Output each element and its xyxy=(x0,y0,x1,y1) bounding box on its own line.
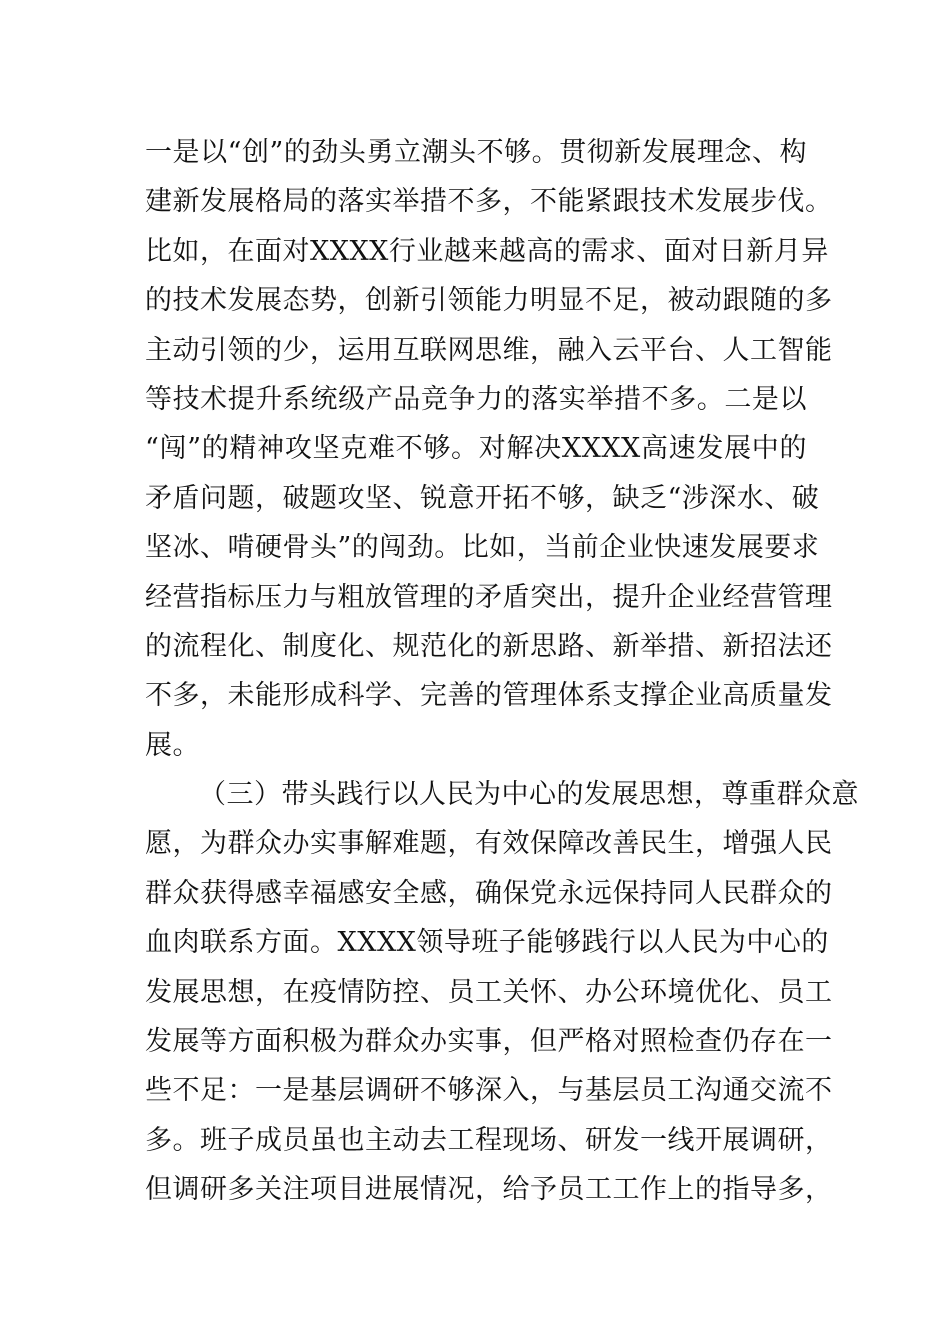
text-line-6: 等技术提升系统级产品竞争力的落实举措不多。二是以 xyxy=(145,383,807,415)
text-line-1: 一是以“创”的劲头勇立潮头不够。贯彻新发展理念、构 xyxy=(145,137,807,168)
text-line-18: 发展思想，在疫情防控、员工关怀、办公环境优化、员工 xyxy=(145,976,833,1008)
text-line-8: 矛盾问题，破题攻坚、锐意开拓不够，缺乏“涉深水、破 xyxy=(145,482,820,514)
text-line-12: 不多，未能形成科学、完善的管理体系支撑企业高质量发 xyxy=(145,680,833,712)
text-line-10: 经营指标压力与粗放管理的矛盾突出，提升企业经营管理 xyxy=(145,581,833,613)
section-heading-line: （三）带头践行以人民为中心的发展思想，尊重群众意 xyxy=(199,779,859,811)
text-line-11: 的流程化、制度化、规范化的新思路、新举措、新招法还 xyxy=(145,630,833,662)
text-line-5: 主动引领的少，运用互联网思维，融入云平台、人工智能 xyxy=(145,334,833,366)
text-line-2: 建新发展格局的落实举措不多，不能紧跟技术发展步伐。 xyxy=(145,186,833,218)
text-line-9: 坚冰、啃硬骨头”的闯劲。比如，当前企业快速发展要求 xyxy=(145,532,820,564)
text-line-15: 愿，为群众办实事解难题，有效保障改善民生，增强人民 xyxy=(145,828,833,860)
text-line-22: 但调研多关注项目进展情况，给予员工工作上的指导多， xyxy=(145,1174,833,1206)
text-line-3: 比如，在面对XXXX行业越来越高的需求、面对日新月异 xyxy=(145,235,829,267)
text-line-19: 发展等方面积极为群众办实事，但严格对照检查仍存在一 xyxy=(145,1026,833,1058)
body-text xyxy=(145,128,859,1215)
text-line-7: “闯”的精神攻坚克难不够。对解决XXXX高速发展中的 xyxy=(145,433,807,465)
text-line-17: 血肉联系方面。XXXX领导班子能够践行以人民为中心的 xyxy=(145,927,829,959)
text-line-13: 展。 xyxy=(145,729,200,761)
text-line-4: 的技术发展态势，创新引领能力明显不足，被动跟随的多 xyxy=(145,285,833,317)
text-line-16: 群众获得感幸福感安全感，确保党永远保持同人民群众的 xyxy=(145,877,833,909)
text-line-21: 多。班子成员虽也主动去工程现场、研发一线开展调研， xyxy=(145,1124,833,1156)
text-line-20: 些不足：一是基层调研不够深入，与基层员工沟通交流不 xyxy=(145,1075,833,1107)
